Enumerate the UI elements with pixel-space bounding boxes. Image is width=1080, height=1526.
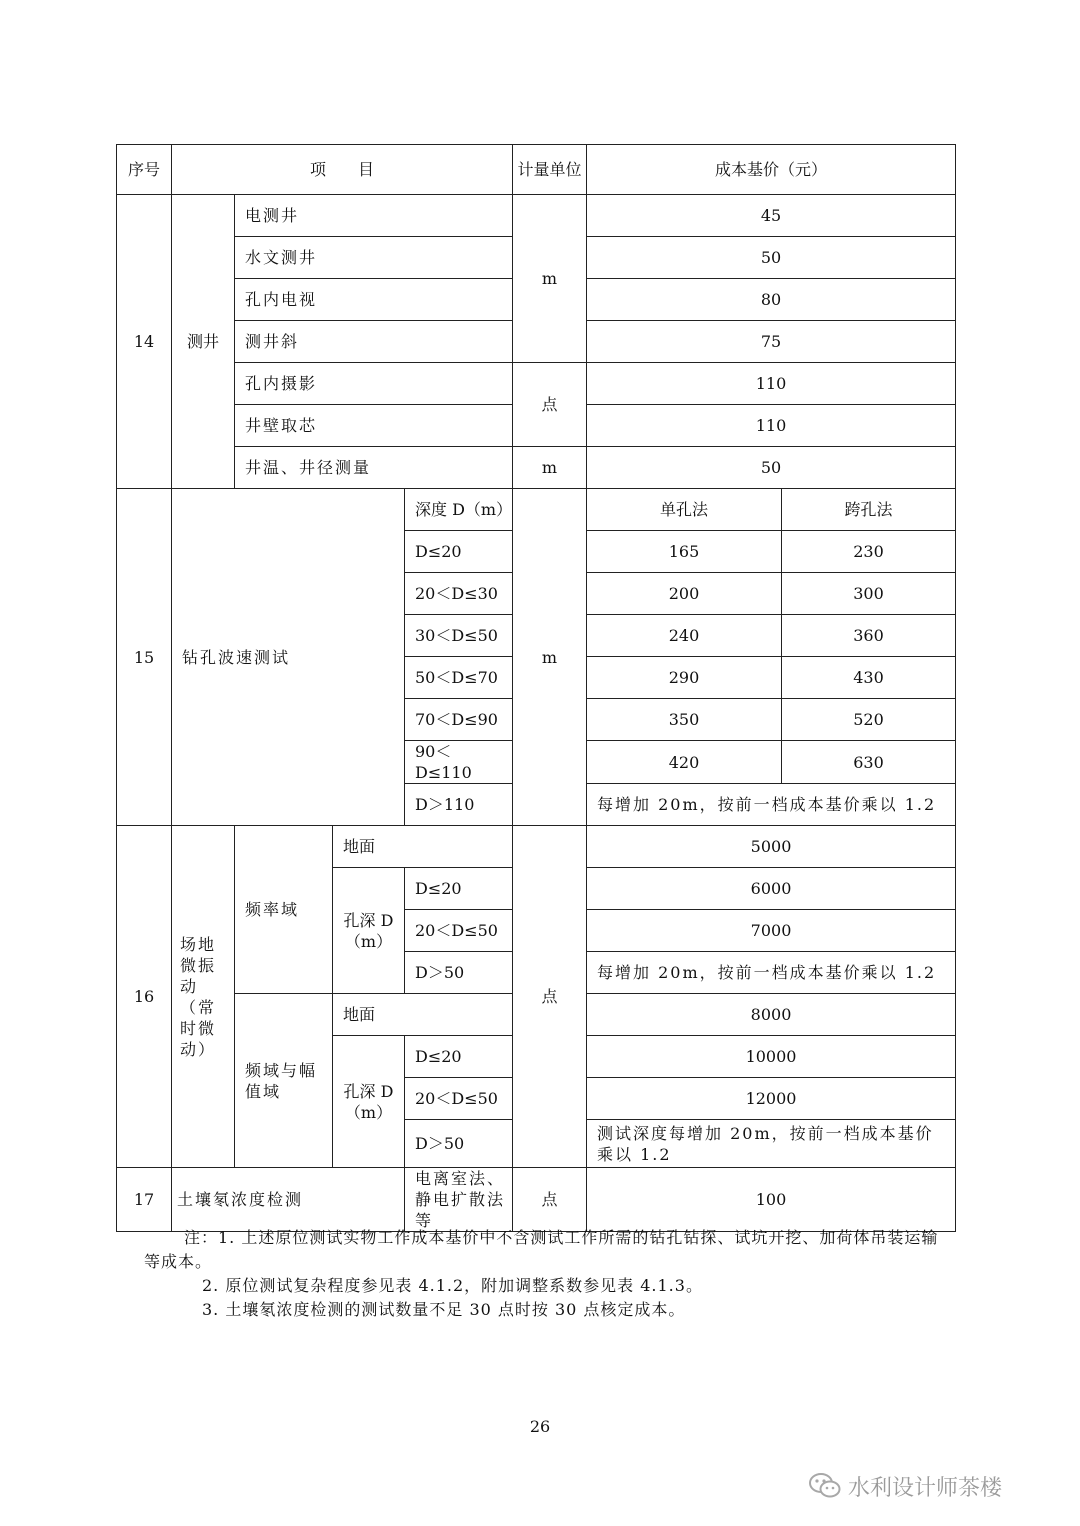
- row16-amp-ground-price: 8000: [587, 994, 956, 1036]
- row14-price: 75: [587, 321, 956, 363]
- cost-table: [116, 144, 956, 1232]
- row16-amp-name: 频域与幅值域: [235, 994, 333, 1168]
- row14-item: 水文测井: [235, 237, 513, 279]
- row16-freq-depth: D＞50: [405, 952, 513, 994]
- row15-unit: m: [513, 489, 587, 826]
- row14-item: 孔内摄影: [235, 363, 513, 405]
- row14-item: 测井斜: [235, 321, 513, 363]
- row15-depth: 20＜D≤30: [405, 573, 513, 615]
- row15-single: 350: [587, 699, 782, 741]
- row14-price: 50: [587, 447, 956, 489]
- row15-cross: 360: [782, 615, 956, 657]
- notes: [144, 1226, 944, 1322]
- row15-depth: 70＜D≤90: [405, 699, 513, 741]
- row14-item: 井温、井径测量: [235, 447, 513, 489]
- row16-freq-name: 频率域: [235, 826, 333, 994]
- row15-single: 165: [587, 531, 782, 573]
- row15-single: 200: [587, 573, 782, 615]
- row15-single-header: 单孔法: [587, 489, 782, 531]
- row15-depth: D＞110: [405, 784, 513, 826]
- header-unit: 计量单位: [513, 145, 587, 195]
- row16-amp-depth: D≤20: [405, 1036, 513, 1078]
- row15-depth: 90＜D≤110: [405, 741, 513, 784]
- header-seq: 序号: [117, 145, 172, 195]
- row14-price: 110: [587, 405, 956, 447]
- row16-amp-price: 12000: [587, 1078, 956, 1120]
- note-1: 注：1. 上述原位测试实物工作成本基价中不含测试工作所需的钻孔钻探、试坑开挖、加荷体吊装运输等成本。: [144, 1228, 939, 1271]
- note-2: 2. 原位测试复杂程度参见表 4.1.2，附加调整系数参见表 4.1.3。: [202, 1276, 703, 1295]
- row15-cross: 630: [782, 741, 956, 784]
- row14-num: 14: [117, 195, 172, 489]
- row16-freq-depth: D≤20: [405, 868, 513, 910]
- row14-item: 孔内电视: [235, 279, 513, 321]
- row17-method: 电离室法、静电扩散法等: [405, 1168, 513, 1232]
- row14-name: 测井: [172, 195, 235, 489]
- row15-single: 290: [587, 657, 782, 699]
- row16-freq-price: 7000: [587, 910, 956, 952]
- row14-price: 45: [587, 195, 956, 237]
- table-header-row: [117, 145, 956, 195]
- row15-depth: 30＜D≤50: [405, 615, 513, 657]
- row15-depth: 50＜D≤70: [405, 657, 513, 699]
- row14-price: 80: [587, 279, 956, 321]
- row16-freq-hole: 孔深 D（m）: [333, 868, 405, 994]
- row16-amp-ground: 地面: [333, 994, 513, 1036]
- row16-amp-hole: 孔深 D（m）: [333, 1036, 405, 1168]
- row14-item: 电测井: [235, 195, 513, 237]
- row16-freq-depth: 20＜D≤50: [405, 910, 513, 952]
- row16-amp-depth: 20＜D≤50: [405, 1078, 513, 1120]
- row16-freq-note: 每增加 20m，按前一档成本基价乘以 1.2: [587, 952, 956, 994]
- row14-unit-a: m: [513, 195, 587, 363]
- row15-cross: 230: [782, 531, 956, 573]
- row15-single: 240: [587, 615, 782, 657]
- table-row: [117, 1168, 956, 1232]
- row17-price: 100: [587, 1168, 956, 1232]
- row15-cross: 520: [782, 699, 956, 741]
- watermark: [808, 1468, 1002, 1504]
- row17-name: 土壤氡浓度检测: [172, 1168, 405, 1232]
- row16-amp-note: 测试深度每增加 20m，按前一档成本基价乘以 1.2: [587, 1120, 956, 1168]
- row16-freq-ground-price: 5000: [587, 826, 956, 868]
- row16-freq-price: 6000: [587, 868, 956, 910]
- table-row: [117, 489, 956, 531]
- row14-price: 50: [587, 237, 956, 279]
- row16-unit: 点: [513, 826, 587, 1168]
- row14-unit-c: m: [513, 447, 587, 489]
- row14-unit-b: 点: [513, 363, 587, 447]
- row15-note: 每增加 20m，按前一档成本基价乘以 1.2: [587, 784, 956, 826]
- table-row: [117, 826, 956, 868]
- header-price: 成本基价（元）: [587, 145, 956, 195]
- wechat-icon: [808, 1471, 842, 1501]
- row15-single: 420: [587, 741, 782, 784]
- header-item: 项 目: [172, 145, 513, 195]
- row16-amp-price: 10000: [587, 1036, 956, 1078]
- row17-unit: 点: [513, 1168, 587, 1232]
- row14-item: 井壁取芯: [235, 405, 513, 447]
- row16-name: 场地微振动（常时微动）: [172, 826, 235, 1168]
- table-row: [117, 447, 956, 489]
- row15-depth-header: 深度 D（m）: [405, 489, 513, 531]
- note-3: 3. 土壤氡浓度检测的测试数量不足 30 点时按 30 点核定成本。: [202, 1300, 686, 1319]
- row15-depth: D≤20: [405, 531, 513, 573]
- table-row: [117, 195, 956, 237]
- row16-freq-ground: 地面: [333, 826, 513, 868]
- row15-cross: 300: [782, 573, 956, 615]
- row15-cross: 430: [782, 657, 956, 699]
- row15-num: 15: [117, 489, 172, 826]
- page-number: 26: [529, 1417, 551, 1436]
- row16-amp-depth: D＞50: [405, 1120, 513, 1168]
- row14-price: 110: [587, 363, 956, 405]
- row16-num: 16: [117, 826, 172, 1168]
- row15-cross-header: 跨孔法: [782, 489, 956, 531]
- row15-name: 钻孔波速测试: [172, 489, 405, 826]
- watermark-text: 水利设计师茶楼: [848, 1475, 1003, 1501]
- row17-num: 17: [117, 1168, 172, 1232]
- table-row: [117, 363, 956, 405]
